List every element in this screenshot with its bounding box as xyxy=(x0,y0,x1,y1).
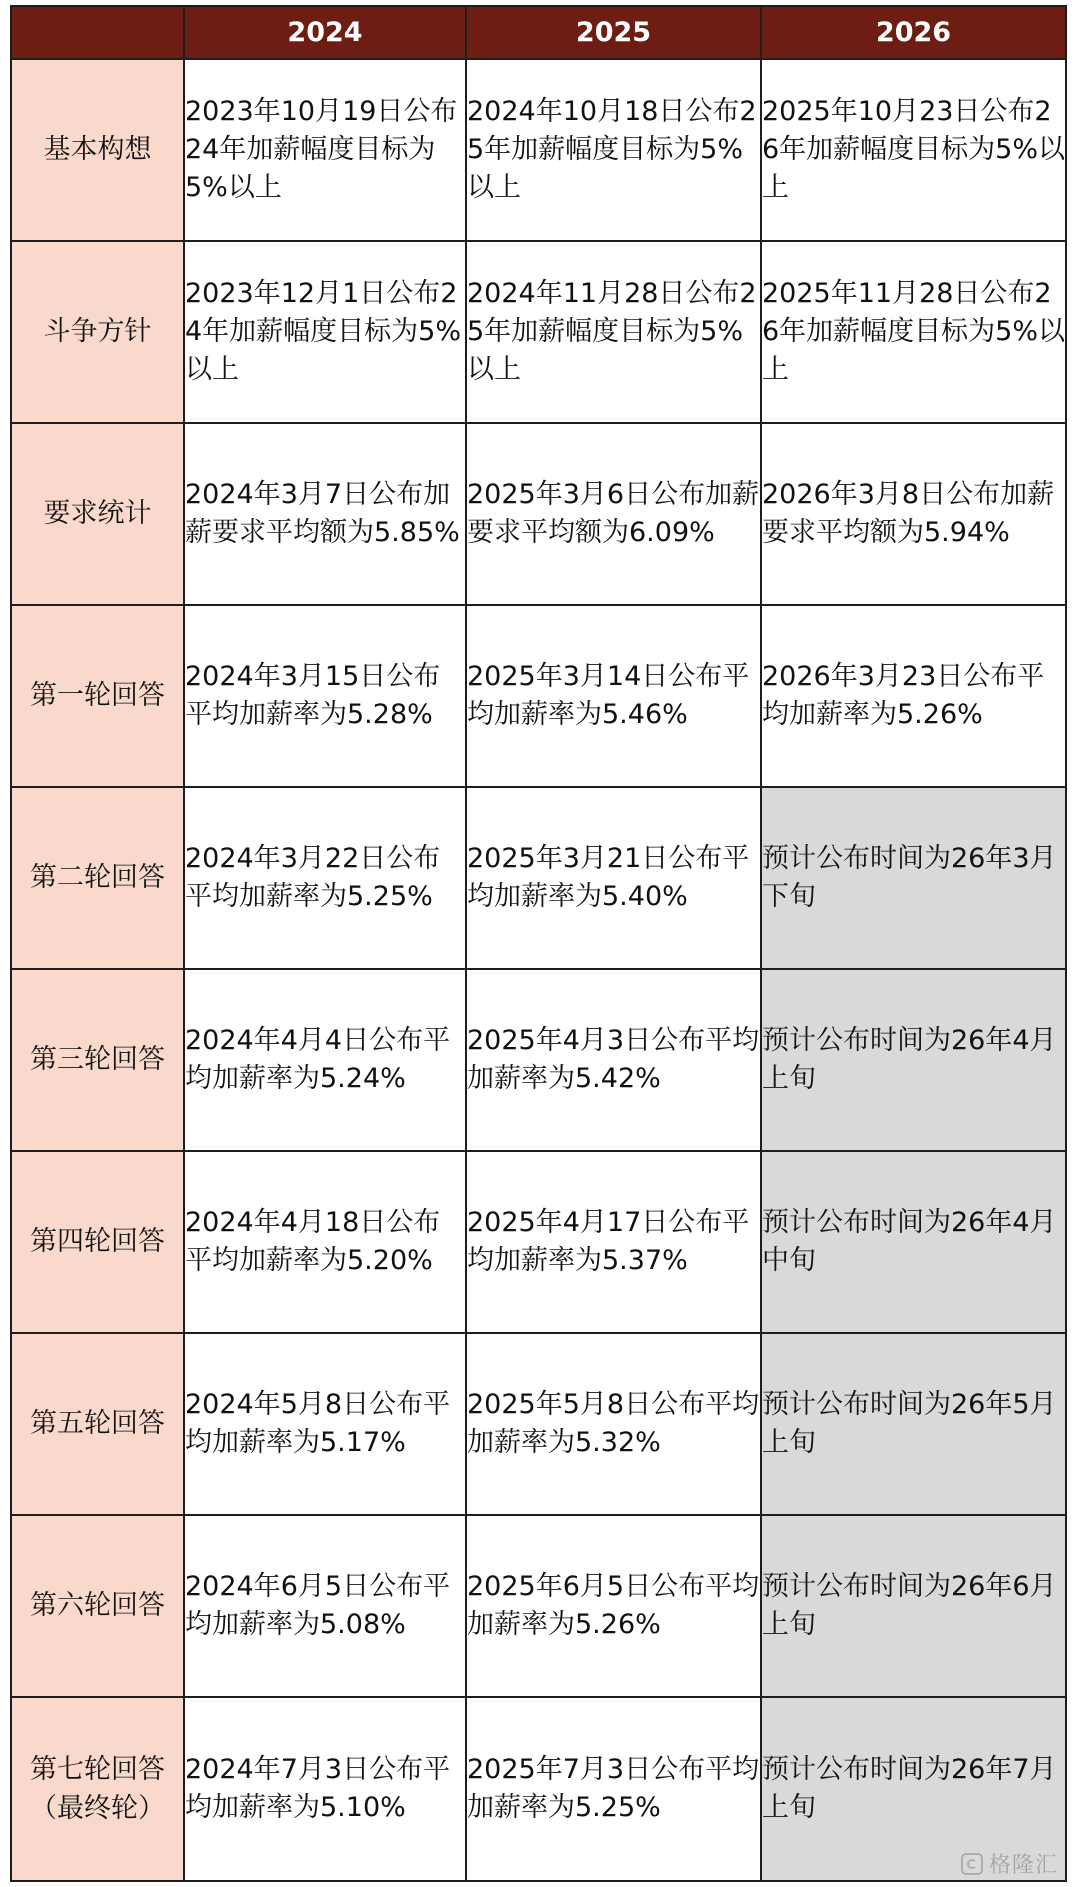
table-row xyxy=(11,59,1066,241)
table-cell: 2025年10月23日公布26年加薪幅度目标为5%以上 xyxy=(761,59,1066,241)
table-cell: 2025年4月17日公布平均加薪率为5.37% xyxy=(466,1151,761,1333)
header-year-2025: 2025 xyxy=(466,6,761,59)
watermark-text: 格隆汇 xyxy=(988,1853,1058,1878)
table-row xyxy=(11,605,1066,787)
table-cell: 2024年3月22日公布平均加薪率为5.25% xyxy=(184,787,466,969)
gelonghui-logo-icon xyxy=(961,1853,983,1875)
row-label-round-5: 第五轮回答 xyxy=(11,1333,184,1515)
table-row xyxy=(11,241,1066,423)
table-cell: 2025年6月5日公布平均加薪率为5.26% xyxy=(466,1515,761,1697)
table-row xyxy=(11,787,1066,969)
table-cell: 2024年10月18日公布25年加薪幅度目标为5%以上 xyxy=(466,59,761,241)
table-row xyxy=(11,1151,1066,1333)
header-year-2024: 2024 xyxy=(184,6,466,59)
table-cell: 2023年10月19日公布24年加薪幅度目标为5%以上 xyxy=(184,59,466,241)
wage-negotiation-table xyxy=(10,5,1067,1882)
table-cell: 2023年12月1日公布24年加薪幅度目标为5%以上 xyxy=(184,241,466,423)
table-cell: 2025年3月14日公布平均加薪率为5.46% xyxy=(466,605,761,787)
table-cell-pending: 预计公布时间为26年4月中旬 xyxy=(761,1151,1066,1333)
row-label-round-3: 第三轮回答 xyxy=(11,969,184,1151)
table-cell: 2026年3月8日公布加薪要求平均额为5.94% xyxy=(761,423,1066,605)
table-row xyxy=(11,1333,1066,1515)
row-label-round-4: 第四轮回答 xyxy=(11,1151,184,1333)
table-cell-pending: 预计公布时间为26年4月上旬 xyxy=(761,969,1066,1151)
table-row xyxy=(11,423,1066,605)
table-cell: 2024年7月3日公布平均加薪率为5.10% xyxy=(184,1697,466,1881)
table-cell: 2024年3月7日公布加薪要求平均额为5.85% xyxy=(184,423,466,605)
table-cell: 2025年5月8日公布平均加薪率为5.32% xyxy=(466,1333,761,1515)
table-row xyxy=(11,1515,1066,1697)
header-year-2026: 2026 xyxy=(761,6,1066,59)
table-cell: 2024年5月8日公布平均加薪率为5.17% xyxy=(184,1333,466,1515)
row-label-struggle-policy: 斗争方针 xyxy=(11,241,184,423)
row-label-round-2: 第二轮回答 xyxy=(11,787,184,969)
table-cell: 2024年6月5日公布平均加薪率为5.08% xyxy=(184,1515,466,1697)
table-cell: 2024年3月15日公布平均加薪率为5.28% xyxy=(184,605,466,787)
row-label-basic-concept: 基本构想 xyxy=(11,59,184,241)
header-corner-cell xyxy=(11,6,184,59)
table-cell: 2024年11月28日公布25年加薪幅度目标为5%以上 xyxy=(466,241,761,423)
table-cell-pending: 预计公布时间为26年6月上旬 xyxy=(761,1515,1066,1697)
table-cell: 2025年7月3日公布平均加薪率为5.25% xyxy=(466,1697,761,1881)
table-cell: 2025年4月3日公布平均加薪率为5.42% xyxy=(466,969,761,1151)
table-cell-pending: 预计公布时间为26年7月上旬 xyxy=(761,1697,1066,1881)
row-label-round-6: 第六轮回答 xyxy=(11,1515,184,1697)
table-cell: 2025年3月21日公布平均加薪率为5.40% xyxy=(466,787,761,969)
table-row xyxy=(11,969,1066,1151)
table-row xyxy=(11,1697,1066,1881)
row-label-round-7-final: 第七轮回答（最终轮） xyxy=(11,1697,184,1881)
table-cell: 2025年11月28日公布26年加薪幅度目标为5%以上 xyxy=(761,241,1066,423)
table-cell: 2024年4月18日公布平均加薪率为5.20% xyxy=(184,1151,466,1333)
table-cell-pending: 预计公布时间为26年5月上旬 xyxy=(761,1333,1066,1515)
table-cell: 2026年3月23日公布平均加薪率为5.26% xyxy=(761,605,1066,787)
row-label-demand-stats: 要求统计 xyxy=(11,423,184,605)
table-cell-pending: 预计公布时间为26年3月下旬 xyxy=(761,787,1066,969)
header-row xyxy=(11,6,1066,59)
table-cell: 2024年4月4日公布平均加薪率为5.24% xyxy=(184,969,466,1151)
row-label-round-1: 第一轮回答 xyxy=(11,605,184,787)
table-cell: 2025年3月6日公布加薪要求平均额为6.09% xyxy=(466,423,761,605)
watermark xyxy=(961,1848,1058,1879)
